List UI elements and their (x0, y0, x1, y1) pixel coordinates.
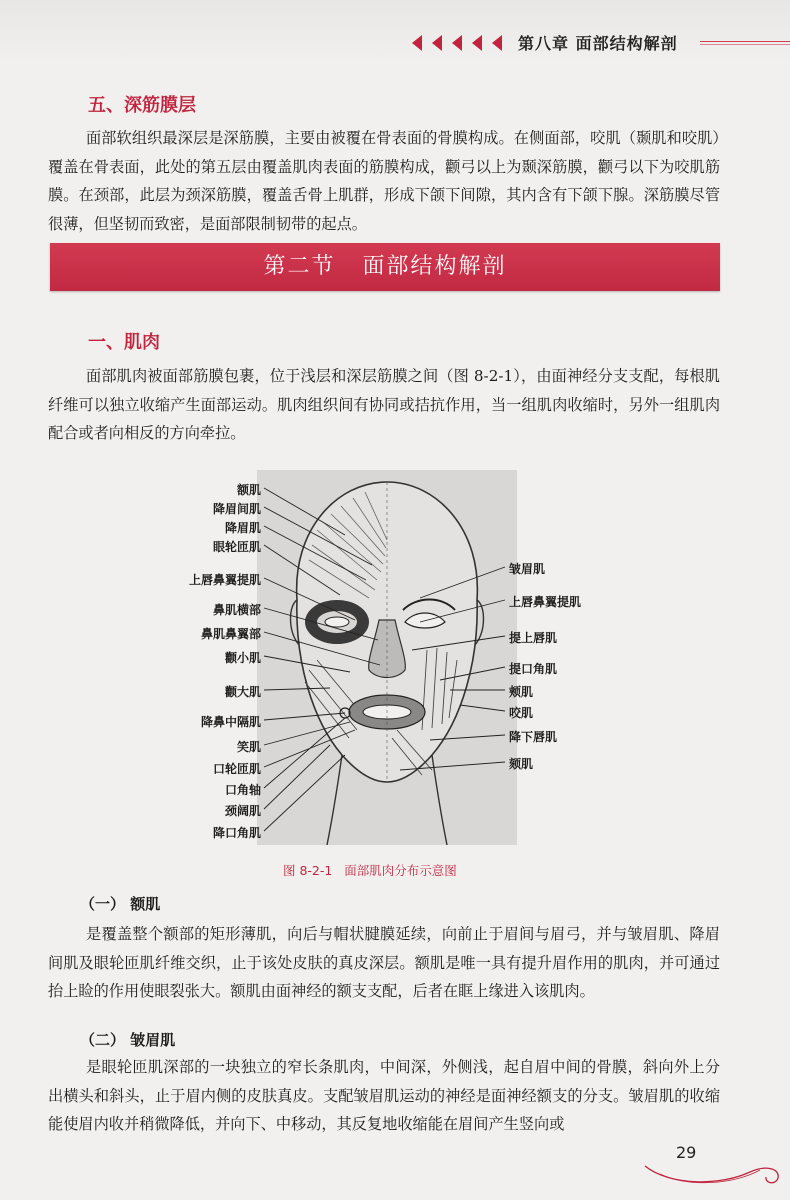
fig-label-right: 颏肌 (509, 757, 534, 771)
section-title: 第二节 面部结构解剖 (263, 254, 507, 279)
fig-label-left: 笑肌 (236, 740, 261, 754)
fig-label-right: 提口角肌 (509, 662, 558, 676)
fig-label-left: 上唇鼻翼提肌 (188, 573, 261, 587)
heading-muscles: 一、肌肉 (88, 332, 160, 353)
fig-label-left: 眼轮匝肌 (212, 540, 261, 554)
fig-label-left: 颧大肌 (224, 685, 261, 699)
fig-label-right: 颊肌 (509, 685, 534, 699)
paragraph-deep-fascia: 面部软组织最深层是深筋膜，主要由被覆在骨表面的骨膜构成。在侧面部，咬肌（颞肌和咬肌）覆盖在骨表面，此处的第五层由覆盖肌肉表面的筋膜构成，颧弓以上为颞深筋膜，颧弓以下为咬肌筋膜。在颈部，此层为颈深筋膜，覆盖舌骨上肌群，形成下颌下间隙，其内含有下颌下腺。深筋膜尽管很薄，但坚韧而致密，是面部限制韧带的起点。 (48, 129, 720, 233)
page-number: 29 (676, 1143, 697, 1162)
page-ornament-icon (640, 1158, 790, 1188)
fig-label-left: 降口角肌 (212, 826, 261, 840)
fig-label-left: 口轮匝肌 (212, 762, 261, 776)
figure-caption: 图 8-2-1 面部肌肉分布示意图 (283, 863, 457, 878)
subheading-frontalis: （一） 额肌 (80, 895, 161, 913)
heading-deep-fascia: 五、深筋膜层 (88, 95, 196, 116)
fig-label-left: 颧小肌 (224, 651, 261, 665)
fig-label-left: 鼻肌横部 (212, 603, 261, 617)
fig-label-left: 鼻肌鼻翼部 (200, 627, 261, 641)
fig-label-right: 提上唇肌 (509, 631, 558, 645)
fig-label-left: 降鼻中隔肌 (200, 715, 261, 729)
fig-label-right: 咬肌 (509, 706, 534, 720)
paragraph-frontalis: 是覆盖整个额部的矩形薄肌，向后与帽状腱膜延续，向前止于眉间与眉弓，并与皱眉肌、降眉间肌及眼轮匝肌纤维交织，止于该处皮肤的真皮深层。额肌是唯一具有提升眉作用的肌肉，并可通过抬上睑的作用使眼裂张大。额肌由面神经的额支支配，后者在眶上缘进入该肌肉。 (48, 925, 720, 1001)
fig-label-right: 上唇鼻翼提肌 (509, 595, 582, 609)
fig-label-left: 额肌 (236, 483, 261, 497)
paragraph-corrugator: 是眼轮匝肌深部的一块独立的窄长条肌肉，中间深，外侧浅，起自眉中间的骨膜，斜向外上分出横头和斜头，止于眉内侧的皮肤真皮。支配皱眉肌运动的神经是面神经额支的分支。皱眉肌的收缩能使眉内收并稍微降低，并向下、中移动，其反复地收缩能在眉间产生竖向或 (48, 1058, 720, 1134)
fig-label-left: 降眉肌 (224, 521, 261, 535)
chapter-title: 第八章 面部结构解剖 (518, 34, 678, 53)
fig-label-left: 口角轴 (224, 783, 261, 797)
fig-label-left: 降眉间肌 (212, 502, 261, 516)
fig-label-left: 颈阔肌 (224, 804, 261, 818)
fig-label-right: 降下唇肌 (509, 730, 558, 744)
paragraph-muscles: 面部肌肉被面部筋膜包裹，位于浅层和深层筋膜之间（图 8-2-1），由面神经分支支配，每根肌纤维可以独立收缩产生面部运动。肌肉组织间有协同或拮抗作用，当一组肌肉收缩时，另外一组肌肉配合或者向相反的方向牵拉。 (48, 367, 720, 443)
fig-label-right: 皱眉肌 (509, 562, 546, 576)
subheading-corrugator: （二） 皱眉肌 (80, 1031, 176, 1049)
